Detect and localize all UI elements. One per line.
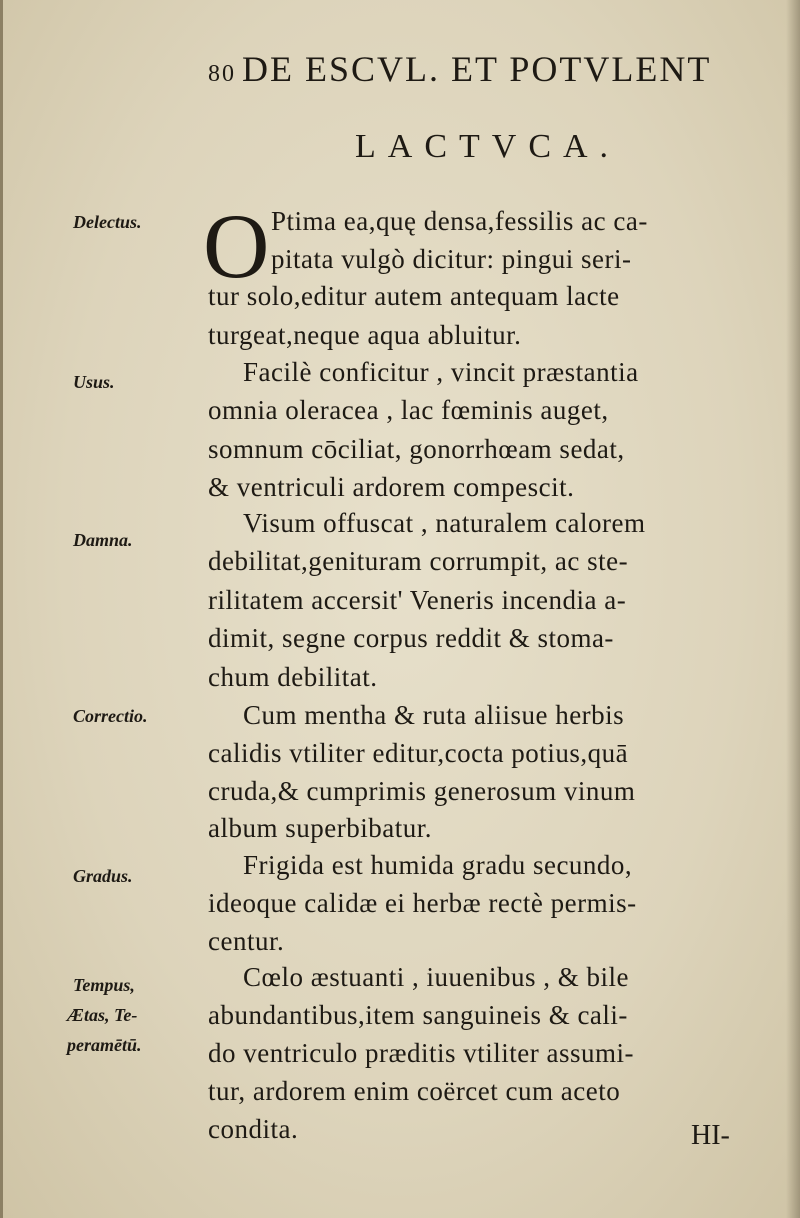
margin-note-temperamentum: peramētū. <box>67 1035 142 1055</box>
catchword: HI- <box>691 1120 730 1151</box>
margin-note-correctio: Correctio. <box>73 706 148 726</box>
text-line: pitata vulgò dicitur: pingui seri- <box>271 244 632 274</box>
text-line: & ventriculi ardorem compescit. <box>208 472 575 502</box>
page-number: 80 <box>208 61 236 87</box>
text-line: ideoque calidæ ei herbæ rectè permis- <box>208 888 637 918</box>
text-line: dimit, segne corpus reddit & stoma- <box>208 623 614 653</box>
text-line: Cœlo æstuanti , iuuenibus , & bile <box>243 962 629 992</box>
text-line: album superbibatur. <box>208 813 432 843</box>
text-line: condita. <box>208 1114 299 1144</box>
text-line: cruda,& cumprimis generosum vinum <box>208 776 636 806</box>
text-line: omnia oleracea , lac fœminis auget, <box>208 395 609 425</box>
margin-note-usus: Usus. <box>73 372 115 392</box>
page-edge-shadow <box>786 0 800 1218</box>
text-line: rilitatem accersit' Veneris incendia a- <box>208 585 627 615</box>
text-line: Facilè conficitur , vincit præstantia <box>243 357 639 387</box>
text-line: Cum mentha & ruta aliisue herbis <box>243 700 625 730</box>
text-line: chum debilitat. <box>208 662 378 692</box>
margin-note-tempus: Tempus, <box>73 975 135 995</box>
text-line: turgeat,neque aqua abluitur. <box>208 320 522 350</box>
text-line: Frigida est humida gradu secundo, <box>243 850 633 880</box>
text-line: do ventriculo præditis vtiliter assumi- <box>208 1038 634 1068</box>
margin-note-aetas: Ætas, Te- <box>67 1005 138 1025</box>
text-line: somnum cōciliat, gonorrhœam sedat, <box>208 434 625 464</box>
margin-note-damna: Damna. <box>73 530 133 550</box>
text-line: tur, ardorem enim coërcet cum aceto <box>208 1076 621 1106</box>
section-title: LACTVCA. <box>355 128 621 165</box>
text-line: debilitat,genituram corrumpit, ac ste- <box>208 546 629 576</box>
text-line: abundantibus,item sanguineis & cali- <box>208 1000 628 1030</box>
drop-cap: O <box>203 195 270 297</box>
running-header <box>208 48 711 90</box>
running-title: DE ESCVL. ET POTVLENT <box>242 49 712 89</box>
text-line: tur solo,editur autem antequam lacte <box>208 281 620 311</box>
text-line: centur. <box>208 926 285 956</box>
text-line: Visum offuscat , naturalem calorem <box>243 508 646 538</box>
margin-note-gradus: Gradus. <box>73 866 133 886</box>
text-line: Ptima ea,quę densa,fessilis ac ca- <box>271 206 648 236</box>
text-line: calidis vtiliter editur,cocta potius,quā <box>208 738 629 768</box>
margin-note-delectus: Delectus. <box>73 212 142 232</box>
